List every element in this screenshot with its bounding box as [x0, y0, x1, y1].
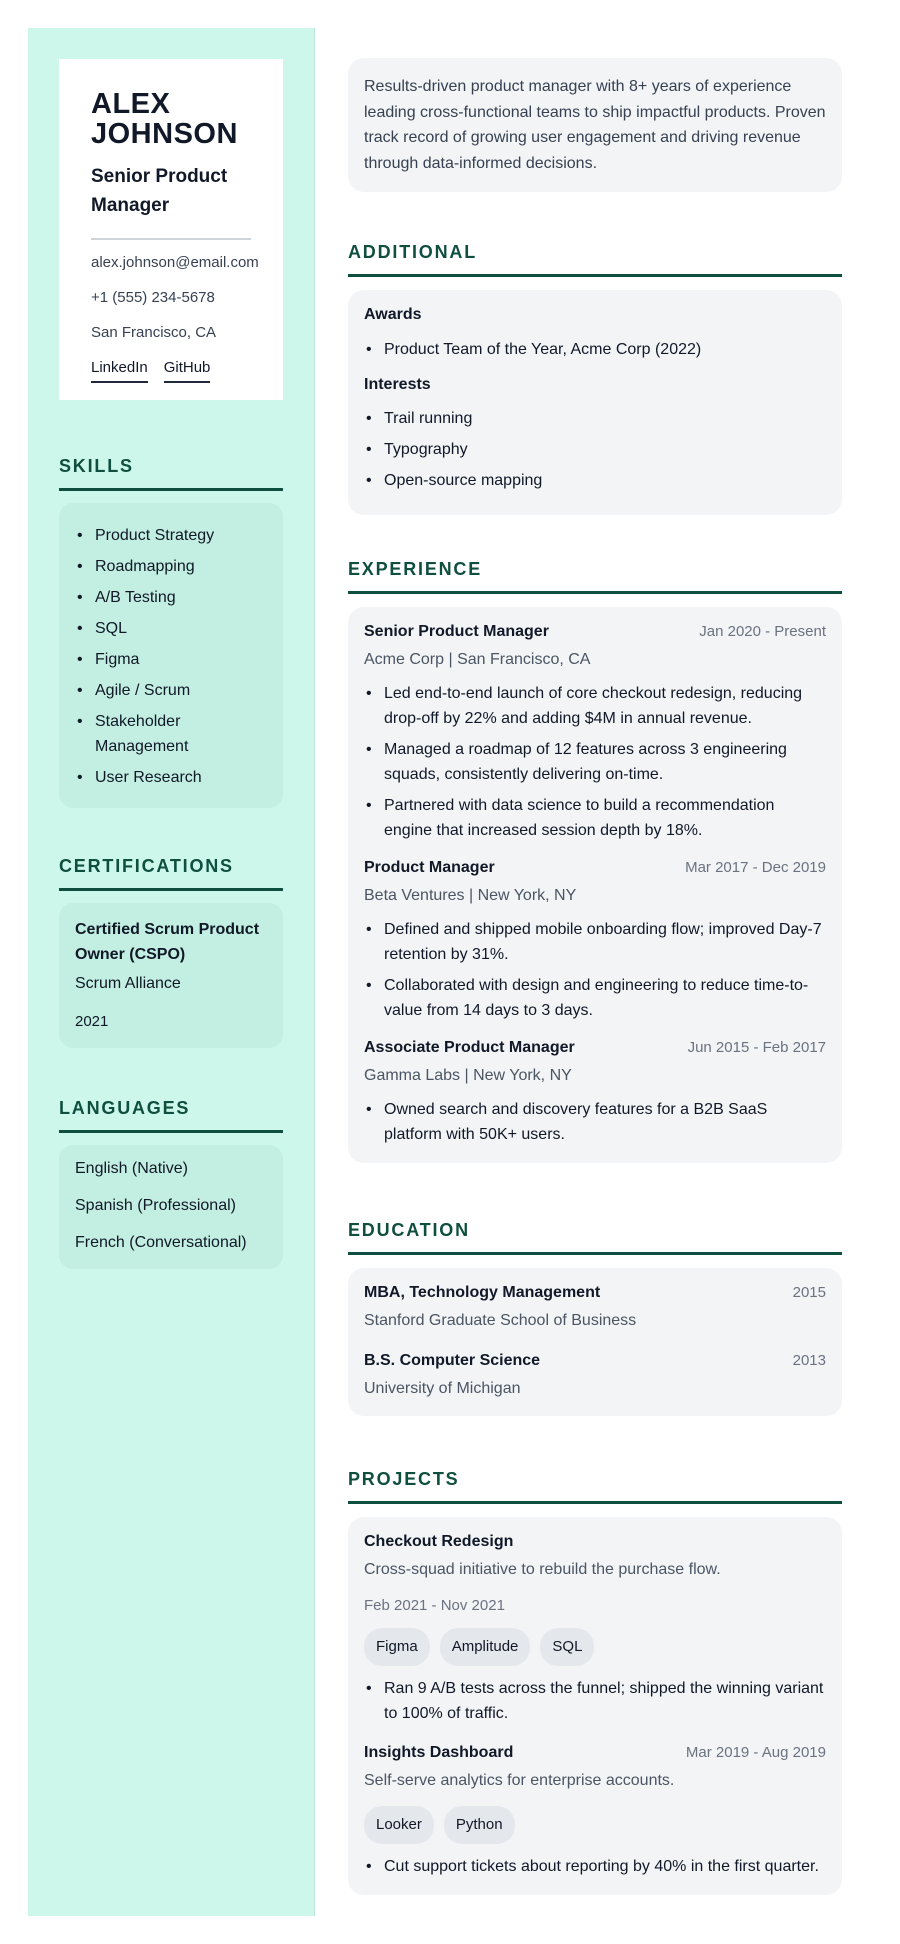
skill-item: • Figma	[75, 647, 269, 672]
projects-section	[348, 1469, 842, 1895]
job-dates: Jun 2015 - Feb 2017	[687, 1039, 826, 1056]
skill-item: • Stakeholder Management	[75, 709, 269, 759]
languages-heading: LANGUAGES	[59, 1098, 283, 1133]
education-entry	[364, 1282, 826, 1332]
project-dates: Mar 2019 - Aug 2019	[685, 1744, 826, 1761]
name-first: ALEX	[91, 88, 171, 120]
summary-text: Results-driven product manager with 8+ years of experience leading cross-functional teams to ship impactful products. Proven track record of growing user engagement and driving revenue through data-informed decisions.	[364, 78, 826, 172]
project-tag: Figma	[364, 1628, 430, 1666]
profile-name	[91, 89, 251, 149]
profile-links	[91, 358, 251, 383]
job-bullet: • Led end-to-end launch of core checkout redesign, reducing drop-off by 22% and adding $4M in annual revenue.	[364, 681, 826, 731]
additional-heading: ADDITIONAL	[348, 242, 842, 277]
education-entry	[364, 1350, 826, 1400]
job-title: Associate Product Manager	[364, 1039, 575, 1056]
skills-list	[59, 503, 283, 808]
job-bullet: • Partnered with data science to build a recommendation engine that increased session depth by 18%.	[364, 793, 826, 843]
job-bullet: • Collaborated with design and engineering to reduce time-to-value from 14 days to 3 days.	[364, 973, 826, 1023]
project-bullets	[364, 1854, 826, 1879]
profile-card	[59, 59, 283, 400]
certification-box	[59, 903, 283, 1048]
job-bullets	[364, 1097, 826, 1147]
profile-role: Senior Product Manager	[91, 166, 228, 216]
contact-email: alex.johnson@email.com	[91, 254, 259, 271]
job-bullet: • Owned search and discovery features for a B2B SaaS platform with 50K+ users.	[364, 1097, 826, 1147]
job-company: Gamma Labs | New York, NY	[364, 1067, 572, 1084]
education-degree: MBA, Technology Management	[364, 1284, 601, 1301]
interest-item: • Open-source mapping	[364, 468, 826, 493]
github-link[interactable]: GitHub	[164, 358, 211, 383]
project-tags	[364, 1628, 826, 1666]
certification-title: Certified Scrum Product Owner (CSPO)	[75, 921, 260, 963]
certifications-section	[59, 856, 283, 1048]
awards-label: Awards	[364, 306, 422, 323]
skill-item: • A/B Testing	[75, 585, 269, 610]
project-description: Self-serve analytics for enterprise accounts.	[364, 1772, 675, 1789]
job-entry	[364, 857, 826, 1023]
contact-location: San Francisco, CA	[91, 324, 217, 341]
job-title: Senior Product Manager	[364, 623, 549, 640]
summary-card	[348, 58, 842, 192]
job-bullets	[364, 681, 826, 843]
interest-item: • Typography	[364, 437, 826, 462]
interests-label: Interests	[364, 376, 431, 393]
project-dates: Feb 2021 - Nov 2021	[364, 1597, 505, 1614]
job-title: Product Manager	[364, 859, 495, 876]
job-bullet: • Managed a roadmap of 12 features across 3 engineering squads, consistently delivering on-time.	[364, 737, 826, 787]
job-company: Beta Ventures | New York, NY	[364, 887, 577, 904]
interests-list	[364, 406, 826, 493]
experience-heading: EXPERIENCE	[348, 559, 842, 594]
language-item: English (Native)	[75, 1160, 188, 1177]
certifications-heading: CERTIFICATIONS	[59, 856, 283, 891]
education-heading: EDUCATION	[348, 1220, 842, 1255]
additional-card	[348, 290, 842, 515]
skills-section	[59, 456, 283, 808]
education-degree: B.S. Computer Science	[364, 1352, 541, 1369]
name-last: JOHNSON	[91, 118, 238, 150]
education-section	[348, 1220, 842, 1416]
job-bullets	[364, 917, 826, 1023]
education-year: 2015	[792, 1284, 826, 1301]
certification-year: 2021	[75, 1013, 109, 1030]
skills-box	[59, 503, 283, 808]
project-tag: SQL	[540, 1628, 594, 1666]
award-item: • Product Team of the Year, Acme Corp (2022)	[364, 337, 826, 362]
certification-issuer: Scrum Alliance	[75, 975, 181, 992]
skill-item: • Agile / Scrum	[75, 678, 269, 703]
linkedin-link[interactable]: LinkedIn	[91, 358, 148, 383]
language-item: French (Conversational)	[75, 1234, 247, 1251]
education-school: Stanford Graduate School of Business	[364, 1312, 637, 1329]
skill-item: • Roadmapping	[75, 554, 269, 579]
job-company: Acme Corp | San Francisco, CA	[364, 651, 591, 668]
job-entry	[364, 1037, 826, 1147]
education-card	[348, 1268, 842, 1416]
skill-item: • Product Strategy	[75, 523, 269, 548]
project-name: Checkout Redesign	[364, 1533, 514, 1550]
project-tags	[364, 1806, 826, 1844]
contact-phone: +1 (555) 234-5678	[91, 289, 215, 306]
project-tag: Looker	[364, 1806, 434, 1844]
profile-divider	[91, 238, 251, 240]
job-bullet: • Defined and shipped mobile onboarding flow; improved Day-7 retention by 31%.	[364, 917, 826, 967]
skill-item: • User Research	[75, 765, 269, 790]
project-bullet: • Cut support tickets about reporting by 40% in the first quarter.	[364, 1854, 826, 1879]
education-year: 2013	[792, 1352, 826, 1369]
languages-box	[59, 1145, 283, 1269]
additional-section	[348, 242, 842, 515]
project-bullet: • Ran 9 A/B tests across the funnel; shipped the winning variant to 100% of traffic.	[364, 1676, 826, 1726]
languages-section	[59, 1098, 283, 1269]
project-tag: Amplitude	[440, 1628, 531, 1666]
experience-section	[348, 559, 842, 1163]
project-entry	[364, 1742, 826, 1879]
project-bullets	[364, 1676, 826, 1726]
skill-item: • SQL	[75, 616, 269, 641]
experience-card	[348, 607, 842, 1163]
job-dates: Jan 2020 - Present	[699, 623, 826, 640]
sidebar	[28, 28, 315, 1916]
project-name: Insights Dashboard	[364, 1744, 514, 1761]
project-tag: Python	[444, 1806, 515, 1844]
project-entry	[364, 1531, 826, 1726]
awards-list	[364, 337, 826, 362]
projects-card	[348, 1517, 842, 1895]
skills-heading: SKILLS	[59, 456, 283, 491]
interest-item: • Trail running	[364, 406, 826, 431]
project-description: Cross-squad initiative to rebuild the purchase flow.	[364, 1561, 721, 1578]
language-item: Spanish (Professional)	[75, 1197, 236, 1214]
job-entry	[364, 621, 826, 843]
job-dates: Mar 2017 - Dec 2019	[685, 859, 826, 876]
education-school: University of Michigan	[364, 1380, 521, 1397]
projects-heading: PROJECTS	[348, 1469, 842, 1504]
